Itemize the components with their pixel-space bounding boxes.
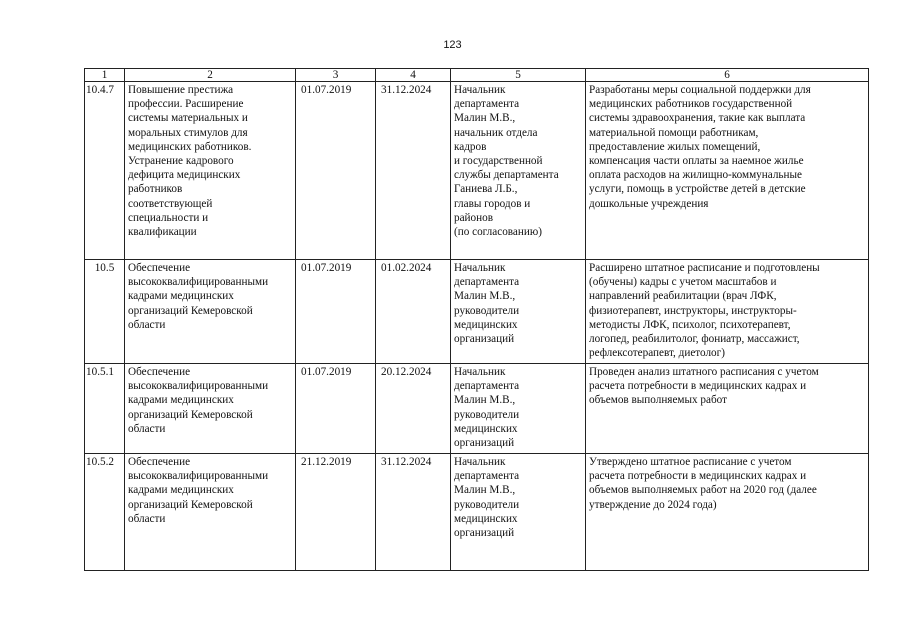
item-number: 10.5 xyxy=(85,260,125,364)
expected-result: Проведен анализ штатного расписания с учетом расчета потребности в медицинских кадрах и объемов выполняемых работ xyxy=(586,364,869,454)
start-date: 01.07.2019 xyxy=(296,364,376,454)
end-date: 31.12.2024 xyxy=(376,82,451,260)
expected-result: Утверждено штатное расписание с учетом расчета потребности в медицинских кадрах и объемов выполняемых работ на 2020 год (далее утверждение до 2024 года) xyxy=(586,454,869,571)
responsible-person: Начальник департамента Малин М.В., руководители медицинских организаций xyxy=(451,260,586,364)
column-header: 6 xyxy=(586,69,869,82)
expected-result: Расширено штатное расписание и подготовлены (обучены) кадры с учетом масштабов и направлений реабилитации (врач ЛФК, физиотерапевт, инструкторы, инструкторы- методисты ЛФК, психолог, психотерапевт, логопед, реабилитолог, фониатр, массажист, рефлексотерапевт, диетолог) xyxy=(586,260,869,364)
item-number: 10.5.2 xyxy=(85,454,125,571)
item-number: 10.5.1 xyxy=(85,364,125,454)
column-header: 1 xyxy=(85,69,125,82)
start-date: 01.07.2019 xyxy=(296,82,376,260)
column-header: 5 xyxy=(451,69,586,82)
item-number: 10.4.7 xyxy=(85,82,125,260)
table-row xyxy=(85,364,869,454)
task-description: Обеспечение высококвалифицированными кадрами медицинских организаций Кемеровской области xyxy=(125,364,296,454)
end-date: 01.02.2024 xyxy=(376,260,451,364)
task-description: Обеспечение высококвалифицированными кадрами медицинских организаций Кемеровской области xyxy=(125,260,296,364)
table-row xyxy=(85,82,869,260)
task-description: Обеспечение высококвалифицированными кадрами медицинских организаций Кемеровской области xyxy=(125,454,296,571)
column-header: 2 xyxy=(125,69,296,82)
plan-table xyxy=(84,68,869,571)
task-description: Повышение престижа профессии. Расширение системы материальных и моральных стимулов для медицинских работников. Устранение кадрового дефицита медицинских работников соответствующей специальности и квалификации xyxy=(125,82,296,260)
responsible-person: Начальник департамента Малин М.В., руководители медицинских организаций xyxy=(451,364,586,454)
page-number: 123 xyxy=(443,39,462,51)
table-header-row xyxy=(85,69,869,82)
column-header: 3 xyxy=(296,69,376,82)
expected-result: Разработаны меры социальной поддержки для медицинских работников государственной системы здравоохранения, такие как выплата материальной помощи работникам, предоставление жилых помещений, компенсация части оплаты за наемное жилье оплата расходов на жилищно-коммунальные услуги, помощь в устройстве детей в детские дошкольные учреждения xyxy=(586,82,869,260)
end-date: 31.12.2024 xyxy=(376,454,451,571)
table-row xyxy=(85,260,869,364)
start-date: 01.07.2019 xyxy=(296,260,376,364)
column-header: 4 xyxy=(376,69,451,82)
responsible-person: Начальник департамента Малин М.В., руководители медицинских организаций xyxy=(451,454,586,571)
table-row xyxy=(85,454,869,571)
end-date: 20.12.2024 xyxy=(376,364,451,454)
start-date: 21.12.2019 xyxy=(296,454,376,571)
responsible-person: Начальник департамента Малин М.В., начальник отдела кадров и государственной службы департамента Ганиева Л.Б., главы городов и районов (по согласованию) xyxy=(451,82,586,260)
